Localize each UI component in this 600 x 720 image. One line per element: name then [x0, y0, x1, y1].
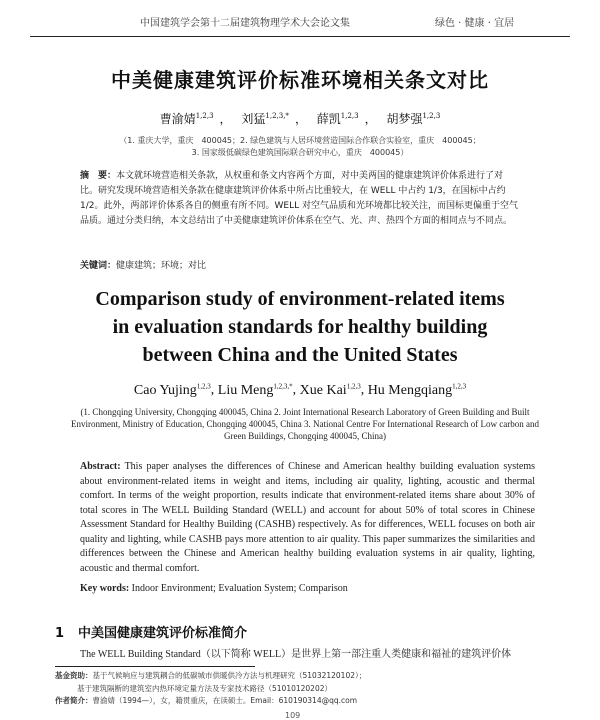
english-keywords: Key words: Indoor Environment; Evaluation System; Comparison: [80, 583, 348, 594]
cn-author-4: 胡梦强$^{1,2,3}$: [386, 112, 441, 126]
english-title: Comparison study of environment-related items in evaluation standards for healthy building between China and the United States: [95, 288, 505, 366]
en-author-2: Liu Meng$^{1,2,3,*}$: [217, 382, 293, 398]
cn-abstract-text: 本文就环境营造相关条款，从权重和条文内容两个方面，对中美两国的健康建筑评价体系进行了对比。研究发现环境营造相关条款在健康建筑评价体系中所占比重较大，在 WELL 中占约 1/3，在国标中占约 1/2。此外，两部评价体系各自的侧重有所不同。WELL 对空气品质和光环境都比较关注，而国标更偏重于空气品质。通过分类归纳，本文总结出了中美健康建筑评价体系在空气、光、声、热四个方面的相同点与不同点。: [80, 171, 518, 226]
footnotes: 基金资助：基于气候响应与建筑耦合的低碳城市供暖供冷方法与机理研究（51032120102）； 基于建筑隔断的建筑室内热环境定量方法及专家技术路径（51010120202） 作者简介：曹渝婧（1994—），女，籍贯重庆，在读硕士。Email：610190314@qq.com: [55, 671, 367, 705]
english-authors: Cao Yujing$^{1,2,3}$, Liu Meng$^{1,2,3,*}$, Xue Kai$^{1,2,3}$, Hu Mengqiang$^{1,2,3}$: [133, 382, 467, 398]
body-text: The WELL Building Standard（以下简称 WELL）是世界上第一部注重人类健康和福祉的建筑评价体: [80, 649, 512, 660]
chinese-keywords: 关键词：健康建筑；环境；对比: [80, 261, 207, 271]
english-abstract: [80, 460, 535, 576]
cn-author-3: 薛凯$^{1,2,3}$: [316, 112, 359, 126]
cn-abstract-label: 摘 要：: [80, 171, 117, 181]
chinese-affiliations: （1. 重庆大学，重庆 400045；2. 绿色建筑与人居环境营造国际合作联合实验室，重庆 400045； 3. 国家级低碳绿色建筑国际联合研究中心，重庆 400045）: [119, 136, 481, 157]
english-affiliations: (1. Chongqing University, Chongqing 400045, China 2. Joint International Research Laboratory of Green Building and Built Environment, Ministry of Education, Chongqing 400045, China 3. National Centre For International Research of Low carbon and Green Buildings, Chongqing 400045, China): [71, 407, 539, 441]
en-abstract-text: This paper analyses the differences of Chinese and American healthy building evaluation systems about environment-related items in weight and items, including air quality, lighting, acoustic and thermal comfort. In terms of the weight proportion, results indicate that environment-related items share about 30% of total scores in The WELL Building Standard (WELL) and account for about 50% of total scores in Chinese Assessment Standard for Healthy Building (CASHB) respectively. As for differences, WELL focuses on both air quality and lighting, while CASHB pays more attention to air quality. This paper summarizes the similarities and differences between the Chinese and American healthy building evaluation systems in air quality, lighting, acoustic and thermal comfort.: [80, 461, 535, 574]
cn-author-2: 刘猛$^{1,2,3,*}$: [241, 112, 289, 126]
chinese-abstract: [80, 169, 520, 229]
header-theme: 绿色 · 健康 · 宜居: [435, 18, 515, 29]
en-author-4: Hu Mengqiang$^{1,2,3}$: [367, 382, 467, 398]
section-heading: 1 中美国健康建筑评价标准简介: [55, 626, 248, 641]
page-number: 109: [285, 711, 301, 720]
en-author-1: Cao Yujing$^{1,2,3}$: [133, 382, 211, 398]
chinese-title: 中美健康建筑评价标准环境相关条文对比: [111, 68, 489, 92]
en-author-3: Xue Kai$^{1,2,3}$: [299, 382, 361, 398]
cn-author-1: 曹渝婧$^{1,2,3}$: [159, 112, 214, 126]
chinese-authors: 曹渝婧$^{1,2,3}$ ， 刘猛$^{1,2,3,*}$ ， 薛凯$^{1,2,3}$ ， 胡梦强$^{1,2,3}$: [159, 112, 441, 126]
running-header: [30, 10, 570, 37]
header-journal-title: 中国建筑学会第十二届建筑物理学术大会论文集: [140, 18, 350, 29]
en-abstract-label: Abstract:: [80, 461, 121, 472]
footnote-rule: [55, 666, 255, 667]
